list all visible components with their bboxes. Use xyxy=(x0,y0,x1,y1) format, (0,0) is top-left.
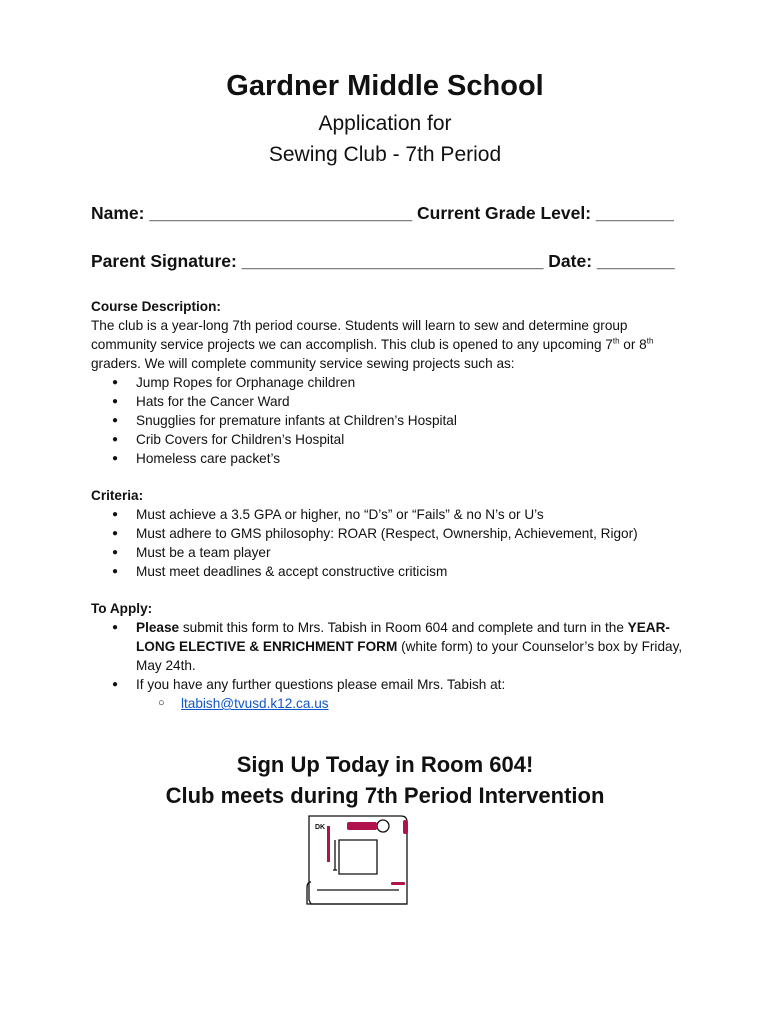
criteria-heading: Criteria: xyxy=(91,488,144,503)
apply-heading: To Apply: xyxy=(91,601,153,616)
list-item: ● Must be a team player xyxy=(91,543,691,562)
brand-label: DK xyxy=(315,824,326,831)
apply-please: Please xyxy=(136,620,180,635)
list-item: ● Must meet deadlines & accept constructive criticism xyxy=(91,562,691,581)
course-paragraph xyxy=(91,316,691,373)
apply-form-name: YEAR-LONG ELECTIVE & ENRICHMENT FORM xyxy=(136,620,670,654)
email-list xyxy=(91,694,691,713)
list-item: ● Snugglies for premature infants at Children’s Hospital xyxy=(91,411,691,430)
list-item: ● Jump Ropes for Orphanage children xyxy=(91,373,691,392)
course-heading: Course Description: xyxy=(91,299,221,314)
parent-date-line[interactable]: Parent Signature: _______________________________ Date: ________ xyxy=(91,251,675,271)
list-item: ● Must adhere to GMS philosophy: ROAR (Respect, Ownership, Achievement, Rigor) xyxy=(91,524,691,543)
school-title: Gardner Middle School xyxy=(226,70,544,102)
project-list xyxy=(91,373,691,468)
club-meets-banner: Club meets during 7th Period Intervention xyxy=(165,783,605,808)
subtitle-club: Sewing Club - 7th Period xyxy=(268,143,502,166)
criteria-list xyxy=(91,505,691,581)
sign-up-banner: Sign Up Today in Room 604! xyxy=(236,752,534,777)
course-text-c: graders. We will complete community service sewing projects such as: xyxy=(91,356,515,371)
course-description-section xyxy=(91,297,691,468)
list-item: ● Crib Covers for Children’s Hospital xyxy=(91,430,691,449)
apply-text-a: submit this form to Mrs. Tabish in Room 604 and complete and turn in the xyxy=(179,620,628,635)
name-grade-line[interactable]: Name: ___________________________ Current Grade Level: ________ xyxy=(91,203,674,223)
list-item: ● Must achieve a 3.5 GPA or higher, no “D’s” or “Fails” & no N’s or U’s xyxy=(91,505,691,524)
subtitle-application: Application for xyxy=(318,112,452,135)
email-link[interactable]: ltabish@tvusd.k12.ca.us xyxy=(181,696,329,711)
course-text-b: or 8 xyxy=(619,337,647,352)
course-sup-b: th xyxy=(646,336,654,346)
course-text-a: The club is a year-long 7th period course. Students will learn to sew and determine group community service projects we can accomplish. This club is opened to any upcoming 7 xyxy=(91,318,628,352)
apply-text-b: (white form) to your Counselor’s box by Friday, May 24th. xyxy=(136,639,683,673)
criteria-section xyxy=(91,486,691,581)
list-item: ● If you have any further questions please email Mrs. Tabish at: xyxy=(91,675,691,694)
sewing-machine-icon xyxy=(303,812,419,908)
apply-list xyxy=(91,618,691,694)
course-sup-a: th xyxy=(612,336,620,346)
list-item: ● Homeless care packet’s xyxy=(91,449,691,468)
list-item: ● Hats for the Cancer Ward xyxy=(91,392,691,411)
to-apply-section xyxy=(91,599,691,713)
email-item xyxy=(91,694,691,713)
list-item xyxy=(91,618,691,675)
